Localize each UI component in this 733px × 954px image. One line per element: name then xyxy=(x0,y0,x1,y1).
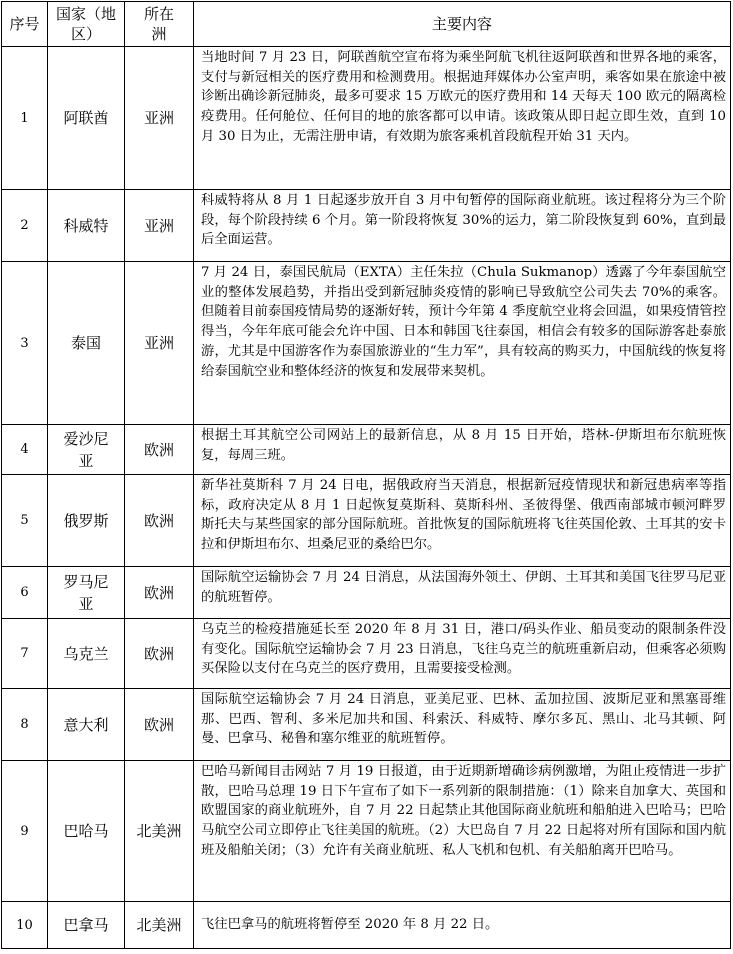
row-content: 国际航空运输协会 7 月 24 日消息，亚美尼亚、巴林、孟加拉国、波斯尼亚和黑塞哥维那、巴西、智利、多米尼加共和国、科索沃、科威特、摩尔多瓦、黑山、北马其顿、阿曼、巴拿马、秘鲁和塞尔维亚的航班暂停。 xyxy=(194,689,731,761)
row-number: 9 xyxy=(2,761,48,902)
row-continent: 欧洲 xyxy=(125,475,194,567)
row-content: 当地时间 7 月 23 日，阿联酋航空宣布将为乘坐阿航飞机往返阿联酋和世界各地的乘客，支付与新冠相关的医疗费用和检测费用。根据迪拜媒体办公室声明，乘客如果在旅途中被诊断出确诊新冠肺炎，最多可要求 15 万欧元的医疗费用和 14 天每天 100 欧元的隔离检疫费用。任何舱位、任何目的地的旅客都可以申请。该政策从即日起立即生效，直到 10 月 30 日为止，无需注册申请，有效期为旅客乘机首段航程开始 31 天内。 xyxy=(194,47,731,190)
row-country: 巴拿马 xyxy=(48,902,125,949)
row-content: 巴哈马新闻目击网站 7 月 19 日报道，由于近期新增确诊病例激增，为阻止疫情进一步扩散，巴哈马总理 19 日下午宣布了如下一系列新的限制措施：（1）除来自加拿大、英国和欧盟国家的商业航班外，自 7 月 22 日起禁止其他国际商业航班和船舶进入巴哈马；巴哈马航空公司立即停止飞往美国的航班。（2）大巴岛自 7 月 22 日起将对所有国际和国内航班及船舶关闭；（3）允许有关商业航班、私人飞机和包机、有关船舶离开巴哈马。 xyxy=(194,761,731,902)
row-country: 阿联酋 xyxy=(48,47,125,190)
table-row xyxy=(2,190,731,262)
row-country: 罗马尼亚 xyxy=(48,567,125,619)
row-number: 5 xyxy=(2,475,48,567)
table-row xyxy=(2,689,731,761)
row-content: 国际航空运输协会 7 月 24 日消息，从法国海外领土、伊朗、土耳其和美国飞往罗马尼亚的航班暂停。 xyxy=(194,567,731,619)
row-continent: 北美洲 xyxy=(125,902,194,949)
row-number: 1 xyxy=(2,47,48,190)
row-country: 爱沙尼亚 xyxy=(48,425,125,475)
table-row xyxy=(2,47,731,190)
row-continent: 北美洲 xyxy=(125,761,194,902)
table-row xyxy=(2,425,731,475)
table-row xyxy=(2,902,731,949)
row-content: 科威特将从 8 月 1 日起逐步放开自 3 月中旬暂停的国际商业航班。该过程将分为三个阶段，每个阶段持续 6 个月。第一阶段将恢复 30%的运力，第二阶段恢复到 60%，直到最后全面运营。 xyxy=(194,190,731,262)
row-content: 乌克兰的检疫措施延长至 2020 年 8 月 31 日，港口/码头作业、船员变动的限制条件没有变化。国际航空运输协会 7 月 23 日消息，飞往乌克兰的航班重新启动，但乘客必须购买保险以支付在乌克兰的医疗费用，且需要接受检测。 xyxy=(194,619,731,689)
table-row xyxy=(2,567,731,619)
row-continent: 亚洲 xyxy=(125,262,194,425)
row-continent: 欧洲 xyxy=(125,619,194,689)
table-row xyxy=(2,761,731,902)
row-number: 3 xyxy=(2,262,48,425)
row-number: 7 xyxy=(2,619,48,689)
row-country: 意大利 xyxy=(48,689,125,761)
row-continent: 欧洲 xyxy=(125,567,194,619)
row-country: 科威特 xyxy=(48,190,125,262)
header-content: 主要内容 xyxy=(194,2,731,47)
row-content: 飞往巴拿马的航班将暂停至 2020 年 8 月 22 日。 xyxy=(194,902,731,949)
row-content: 新华社莫斯科 7 月 24 日电，据俄政府当天消息，根据新冠疫情现状和新冠患病率等指标，政府决定从 8 月 1 日起恢复莫斯科、莫斯科州、圣彼得堡、俄西南部城市顿河畔罗斯托夫与某些国家的部分国际航班。首批恢复的国际航班将飞往英国伦敦、土耳其的安卡拉和伊斯坦布尔、坦桑尼亚的桑给巴尔。 xyxy=(194,475,731,567)
row-country: 乌克兰 xyxy=(48,619,125,689)
header-country: 国家（地区） xyxy=(48,2,125,47)
row-number: 10 xyxy=(2,902,48,949)
row-country: 巴哈马 xyxy=(48,761,125,902)
airline-policy-table xyxy=(1,1,731,949)
row-continent: 欧洲 xyxy=(125,689,194,761)
row-continent: 亚洲 xyxy=(125,190,194,262)
row-country: 俄罗斯 xyxy=(48,475,125,567)
header-seq: 序号 xyxy=(2,2,48,47)
table-row xyxy=(2,619,731,689)
row-number: 6 xyxy=(2,567,48,619)
table-row xyxy=(2,262,731,425)
row-country: 泰国 xyxy=(48,262,125,425)
row-continent: 亚洲 xyxy=(125,47,194,190)
row-number: 2 xyxy=(2,190,48,262)
table-row xyxy=(2,475,731,567)
row-continent: 欧洲 xyxy=(125,425,194,475)
row-number: 8 xyxy=(2,689,48,761)
header-row xyxy=(2,2,731,47)
header-continent: 所在洲 xyxy=(125,2,194,47)
row-content: 根据土耳其航空公司网站上的最新信息，从 8 月 15 日开始，塔林-伊斯坦布尔航班恢复，每周三班。 xyxy=(194,425,731,475)
row-content: 7 月 24 日，泰国民航局（EXTA）主任朱拉（Chula Sukmanop）透露了今年泰国航空业的整体发展趋势，并指出受到新冠肺炎疫情的影响已导致航空公司失去 70%的乘客。但随着目前泰国疫情局势的逐渐好转，预计今年第 4 季度航空业将会回温，如果疫情管控得当，今年年底可能会允许中国、日本和韩国飞往泰国，相信会有较多的国际游客赴泰旅游，尤其是中国游客作为泰国旅游业的“生力军”，具有较高的购买力，中国航线的恢复将给泰国航空业和整体经济的恢复和发展带来契机。 xyxy=(194,262,731,425)
row-number: 4 xyxy=(2,425,48,475)
